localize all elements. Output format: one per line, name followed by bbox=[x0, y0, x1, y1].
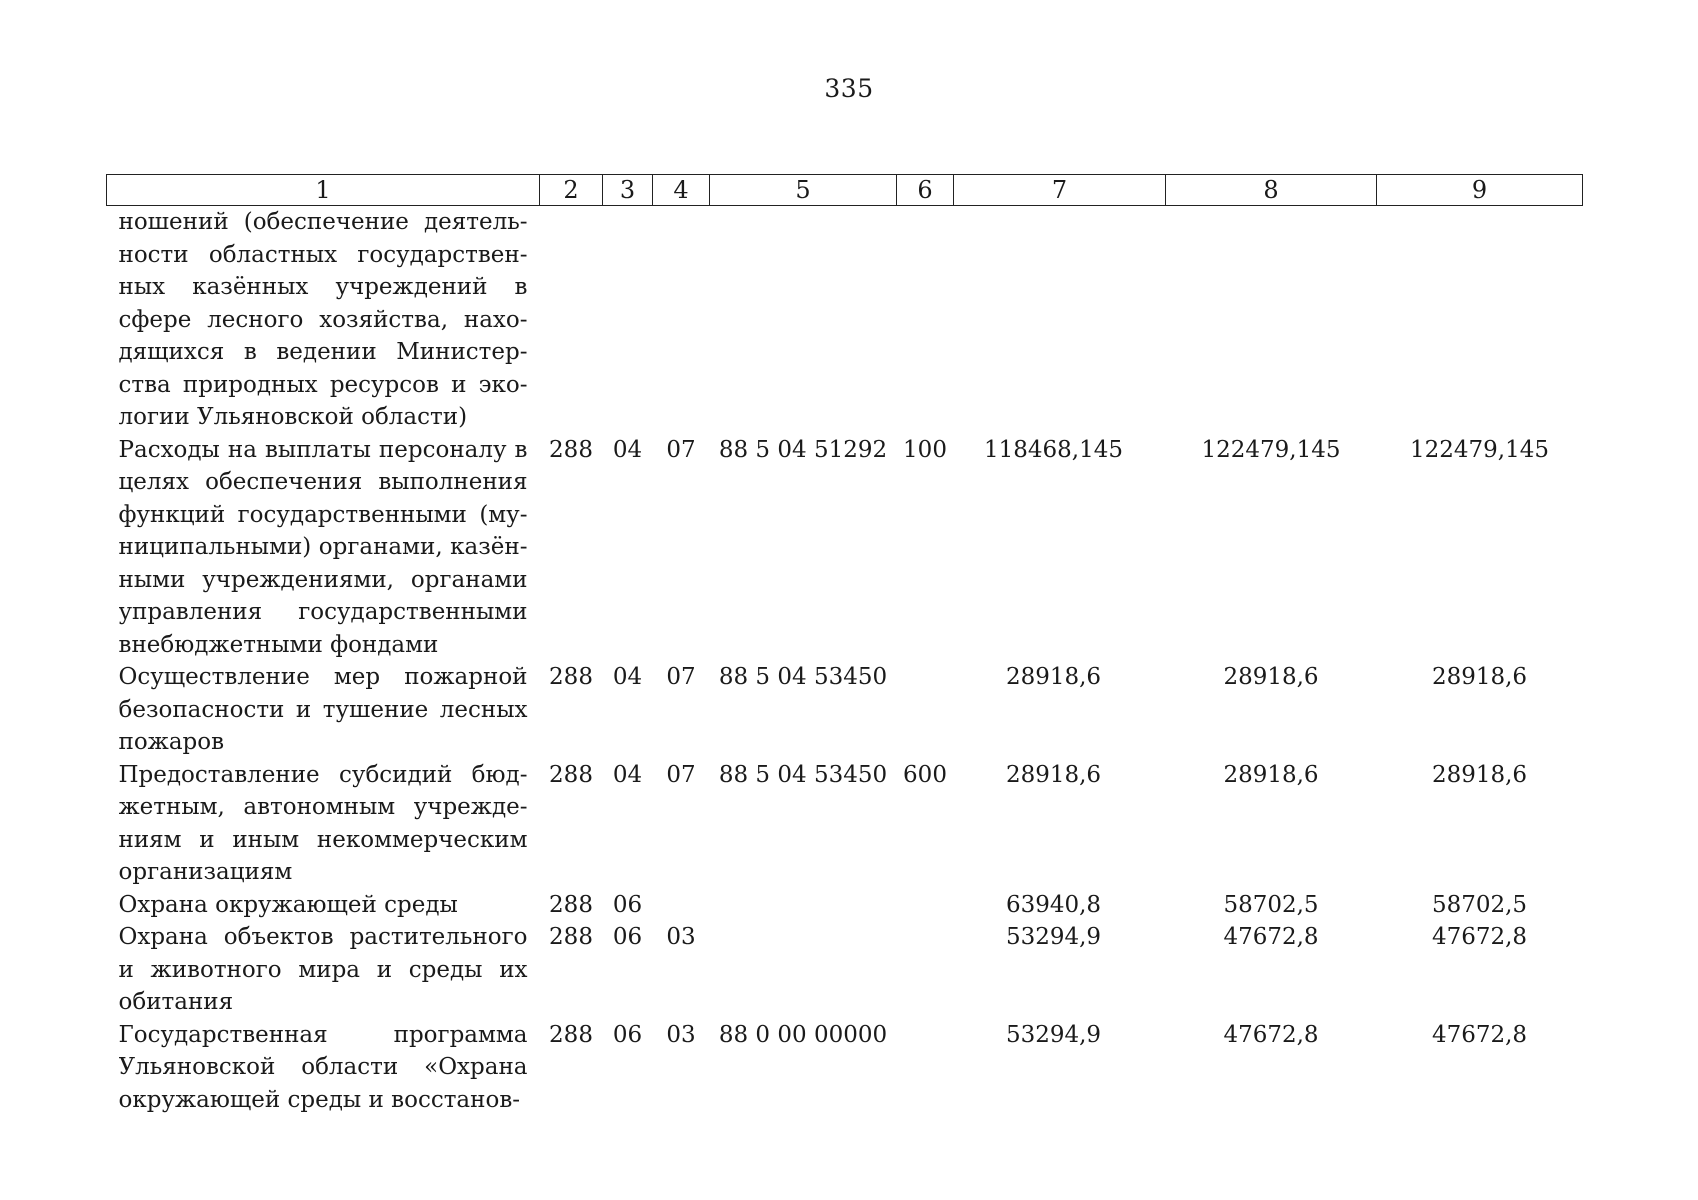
item-name-line: организациям bbox=[118, 859, 293, 885]
cell-amount-col9: 47672,8 bbox=[1431, 924, 1528, 950]
cell-chapter: 288 bbox=[549, 1021, 593, 1048]
cell-expense-type: 600 bbox=[903, 761, 947, 788]
cell-amount-col8: 28918,6 bbox=[1223, 761, 1319, 788]
cell-subsection: 03 bbox=[666, 1021, 696, 1048]
table-row bbox=[107, 1019, 1583, 1117]
item-name-line: жетным, автономным учрежде- bbox=[118, 794, 528, 820]
cell-amount-col7: 28918,6 bbox=[1005, 664, 1102, 690]
cell-target-article bbox=[710, 921, 897, 1019]
cell-item-name bbox=[107, 661, 540, 759]
item-name-line: Государственная программа bbox=[118, 1021, 528, 1048]
cell-expense-type bbox=[897, 1019, 954, 1117]
cell-amount-col8: 28918,6 bbox=[1223, 664, 1319, 690]
cell-item-name bbox=[107, 434, 540, 662]
cell-expense-type bbox=[897, 889, 954, 922]
cell-expense-type bbox=[897, 921, 954, 1019]
cell-chapter: 288 bbox=[549, 891, 593, 918]
cell-section: 04 bbox=[612, 761, 643, 788]
cell-amount-col9: 122479,145 bbox=[1409, 436, 1549, 463]
header-col-9: 9 bbox=[1377, 175, 1583, 206]
header-col-5: 5 bbox=[710, 175, 897, 206]
cell-chapter: 288 bbox=[549, 664, 593, 690]
item-name-line: Осуществление мер пожарной bbox=[118, 664, 528, 690]
cell-chapter: 288 bbox=[549, 761, 593, 788]
item-name-line: Расходы на выплаты персоналу в bbox=[118, 436, 528, 463]
cell-target-article: 88 5 04 53450 bbox=[718, 761, 888, 788]
header-col-8: 8 bbox=[1166, 175, 1377, 206]
cell-amount-col7: 118468,145 bbox=[983, 436, 1123, 463]
item-name-line: целях обеспечения выполнения bbox=[118, 469, 528, 495]
cell-amount-col7 bbox=[954, 206, 1166, 434]
cell-item-name bbox=[107, 921, 540, 1019]
table-row bbox=[107, 889, 1583, 922]
cell-subsection: 07 bbox=[666, 436, 696, 463]
item-name-line: окружающей среды и восстанов- bbox=[118, 1086, 521, 1113]
cell-amount-col7: 53294,9 bbox=[1005, 1021, 1102, 1048]
cell-chapter bbox=[540, 206, 603, 434]
cell-item-name bbox=[107, 1019, 540, 1117]
item-name-line: логии Ульяновской области) bbox=[118, 404, 468, 430]
cell-amount-col7: 53294,9 bbox=[1005, 924, 1102, 950]
item-name-line: Ульяновской области «Охрана bbox=[118, 1054, 528, 1080]
cell-amount-col8: 58702,5 bbox=[1223, 891, 1319, 918]
cell-subsection bbox=[653, 889, 710, 922]
cell-amount-col8 bbox=[1166, 206, 1377, 434]
cell-amount-col9 bbox=[1377, 206, 1583, 434]
header-col-1: 1 bbox=[107, 175, 540, 206]
header-col-6: 6 bbox=[897, 175, 954, 206]
cell-chapter: 288 bbox=[549, 436, 593, 463]
cell-amount-col8: 122479,145 bbox=[1201, 436, 1341, 463]
cell-expense-type bbox=[897, 661, 954, 759]
item-name-line: дящихся в ведении Министер- bbox=[118, 339, 528, 365]
table-row bbox=[107, 434, 1583, 662]
item-name-line: безопасности и тушение лесных bbox=[118, 696, 528, 723]
budget-table bbox=[106, 174, 1583, 1116]
item-name-line: Охрана объектов растительного bbox=[118, 924, 528, 950]
cell-section: 06 bbox=[612, 1021, 643, 1048]
cell-chapter: 288 bbox=[549, 924, 593, 950]
cell-subsection: 07 bbox=[666, 761, 696, 788]
item-name-line: обитания bbox=[118, 989, 234, 1015]
item-name-line: ства природных ресурсов и эко- bbox=[118, 371, 528, 398]
cell-amount-col9: 58702,5 bbox=[1431, 891, 1528, 918]
cell-amount-col9: 47672,8 bbox=[1431, 1021, 1528, 1048]
cell-section: 04 bbox=[612, 664, 643, 690]
item-name-line: ношений (обеспечение деятель- bbox=[118, 209, 528, 235]
table-row bbox=[107, 759, 1583, 889]
table-body bbox=[107, 206, 1583, 1117]
cell-subsection bbox=[653, 206, 710, 434]
cell-section: 06 bbox=[612, 891, 643, 918]
cell-amount-col8: 47672,8 bbox=[1223, 924, 1319, 950]
item-name-line: ных казённых учреждений в bbox=[118, 274, 528, 300]
item-name-line: управления государственными bbox=[118, 599, 528, 625]
cell-target-article bbox=[710, 206, 897, 434]
cell-expense-type bbox=[897, 206, 954, 434]
header-col-3: 3 bbox=[603, 175, 653, 206]
item-name-line: ниципальными) органами, казён- bbox=[118, 534, 528, 560]
cell-amount-col7: 28918,6 bbox=[1005, 761, 1102, 788]
item-name-line: Охрана окружающей среды bbox=[118, 891, 458, 918]
cell-section bbox=[603, 206, 653, 434]
page-number: 335 bbox=[824, 74, 874, 103]
header-col-2: 2 bbox=[540, 175, 603, 206]
cell-target-article: 88 5 04 53450 bbox=[718, 664, 888, 690]
cell-subsection: 07 bbox=[666, 664, 696, 690]
table-row bbox=[107, 921, 1583, 1019]
table-header bbox=[107, 175, 1583, 206]
cell-amount-col8: 47672,8 bbox=[1223, 1021, 1319, 1048]
cell-subsection: 03 bbox=[666, 924, 696, 950]
cell-amount-col9: 28918,6 bbox=[1431, 761, 1528, 788]
cell-section: 04 bbox=[612, 436, 643, 463]
item-name-line: Предоставление субсидий бюд- bbox=[118, 761, 528, 788]
table-row bbox=[107, 661, 1583, 759]
cell-target-article: 88 5 04 51292 bbox=[718, 436, 888, 463]
item-name-line: ными учреждениями, органами bbox=[118, 566, 528, 593]
cell-item-name bbox=[107, 889, 540, 922]
table-row bbox=[107, 206, 1583, 434]
cell-item-name bbox=[107, 206, 540, 434]
item-name-line: и животного мира и среды их bbox=[118, 956, 528, 983]
header-row bbox=[107, 175, 1583, 206]
cell-expense-type: 100 bbox=[903, 436, 947, 463]
item-name-line: внебюджетными фондами bbox=[118, 631, 439, 658]
header-col-4: 4 bbox=[653, 175, 710, 206]
item-name-line: ниям и иным некоммерческим bbox=[118, 826, 528, 853]
cell-item-name bbox=[107, 759, 540, 889]
header-col-7: 7 bbox=[954, 175, 1166, 206]
cell-section: 06 bbox=[612, 924, 643, 950]
item-name-line: ности областных государствен- bbox=[118, 241, 528, 268]
cell-amount-col9: 28918,6 bbox=[1431, 664, 1528, 690]
cell-target-article bbox=[710, 889, 897, 922]
item-name-line: сфере лесного хозяйства, нахо- bbox=[118, 306, 528, 333]
cell-target-article: 88 0 00 00000 bbox=[718, 1021, 888, 1048]
item-name-line: функций государственными (му- bbox=[118, 501, 528, 528]
item-name-line: пожаров bbox=[118, 729, 225, 755]
cell-amount-col7: 63940,8 bbox=[1005, 891, 1102, 918]
